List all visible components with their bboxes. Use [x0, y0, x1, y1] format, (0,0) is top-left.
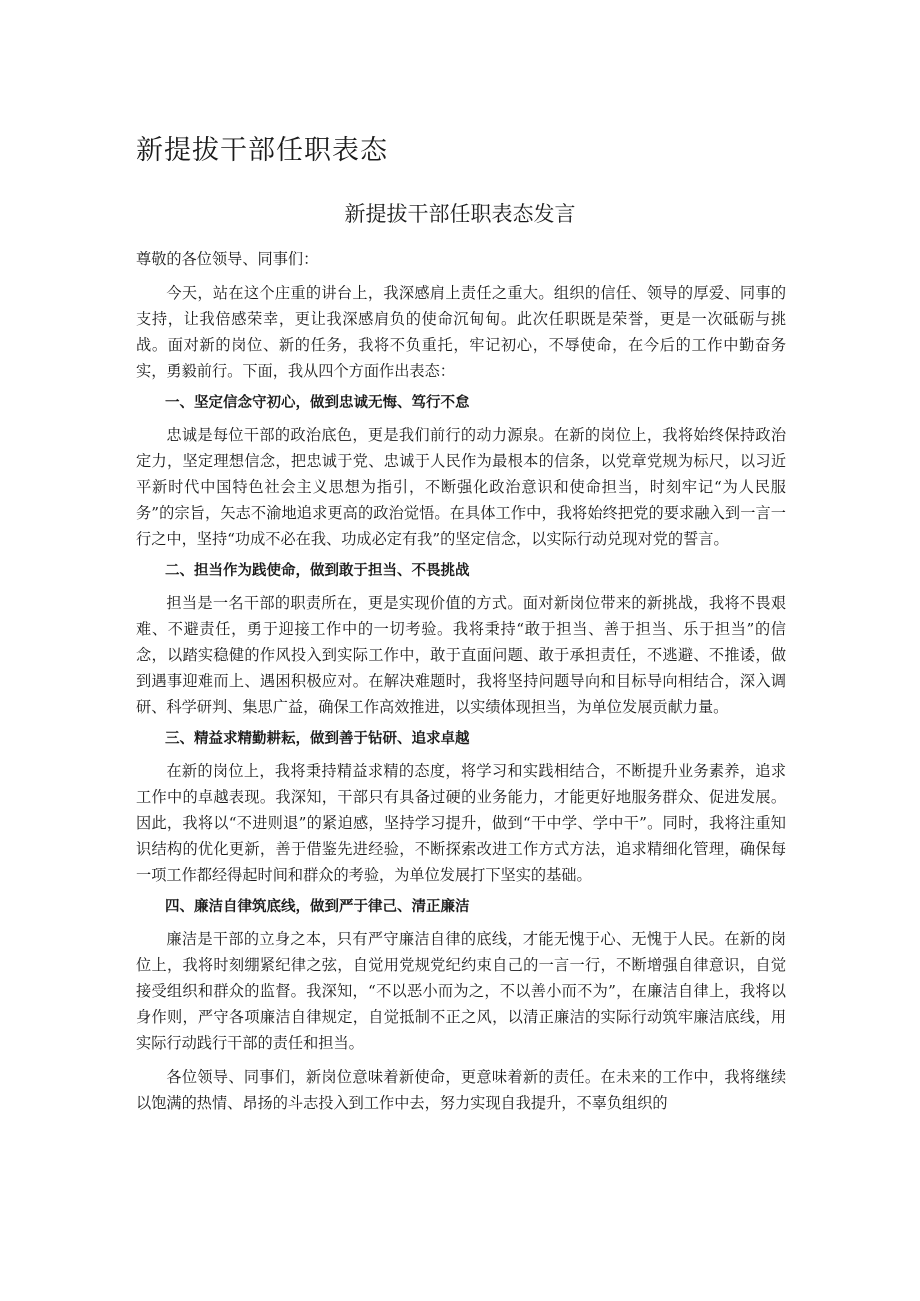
salutation: 尊敬的各位领导、同事们：	[136, 250, 319, 268]
section-paragraph-2: 担当是一名干部的职责所在，更是实现价值的方式。面对新岗位带来的新挑战，我将不畏艰难、不避责任，勇于迎接工作中的一切考验。我将秉持“敢于担当、善于担当、乐于担当”的信念，以踏实稳健的作风投入到实际工作中，敢于直面问题、敢于承担责任，不逃避、不推诿，做到遇事迎难而上、遇困积极应对。在解决难题时，我将坚持问题导向和目标导向相结合，深入调研、科学研判、集思广益，确保工作高效推进，以实绩体现担当，为单位发展贡献力量。	[136, 594, 786, 716]
speech-title: 新提拔干部任职表态发言	[344, 202, 576, 226]
speech-body	[136, 246, 786, 1116]
closing-paragraph: 各位领导、同事们，新岗位意味着新使命，更意味着新的责任。在未来的工作中，我将继续以饱满的热情、昂扬的斗志投入到工作中去，努力实现自我提升，不辜负组织的	[136, 1068, 786, 1112]
section-heading-1: 一、坚定信念守初心，做到忠诚无悔、笃行不怠	[165, 395, 470, 411]
intro-paragraph: 今天，站在这个庄重的讲台上，我深感肩上责任之重大。组织的信任、领导的厚爱、同事的支持，让我倍感荣幸，更让我深感肩负的使命沉甸甸。此次任职既是荣誉，更是一次砥砺与挑战。面对新的岗位、新的任务，我将不负重托，牢记初心，不辱使命，在今后的工作中勤奋务实，勇毅前行。下面，我从四个方面作出表态：	[136, 284, 786, 380]
section-paragraph-4: 廉洁是干部的立身之本，只有严守廉洁自律的底线，才能无愧于心、无愧于人民。在新的岗位上，我将时刻绷紧纪律之弦，自觉用党规党纪约束自己的一言一行，不断增强自律意识，自觉接受组织和群众的监督。我深知，“不以恶小而为之，不以善小而不为”，在廉洁自律上，我将以身作则，严守各项廉洁自律规定，自觉抵制不正之风，以清正廉洁的实际行动筑牢廉洁底线，用实际行动践行干部的责任和担当。	[136, 930, 786, 1052]
section-paragraph-3: 在新的岗位上，我将秉持精益求精的态度，将学习和实践相结合，不断提升业务素养，追求工作中的卓越表现。我深知，干部只有具备过硬的业务能力，才能更好地服务群众、促进发展。因此，我将以“不进则退”的紧迫感，坚持学习提升，做到“干中学、学中干”。同时，我将注重知识结构的优化更新，善于借鉴先进经验，不断探索改进工作方式方法，追求精细化管理，确保每一项工作都经得起时间和群众的考验，为单位发展打下坚实的基础。	[136, 762, 786, 884]
section-paragraph-1: 忠诚是每位干部的政治底色，更是我们前行的动力源泉。在新的岗位上，我将始终保持政治定力，坚定理想信念，把忠诚于党、忠诚于人民作为最根本的信条，以党章党规为标尺，以习近平新时代中国特色社会主义思想为指引，不断强化政治意识和使命担当，时刻牢记“为人民服务”的宗旨，矢志不渝地追求更高的政治觉悟。在具体工作中，我将始终把党的要求融入到一言一行之中，坚持“功成不必在我、功成必定有我”的坚定信念，以实际行动兑现对党的誓言。	[136, 426, 786, 548]
section-heading-2: 二、担当作为践使命，做到敢于担当、不畏挑战	[165, 563, 470, 579]
section-heading-4: 四、廉洁自律筑底线，做到严于律己、清正廉洁	[165, 899, 470, 915]
document-title: 新提拔干部任职表态	[136, 135, 388, 166]
section-heading-3: 三、精益求精勤耕耘，做到善于钻研、追求卓越	[165, 731, 470, 747]
